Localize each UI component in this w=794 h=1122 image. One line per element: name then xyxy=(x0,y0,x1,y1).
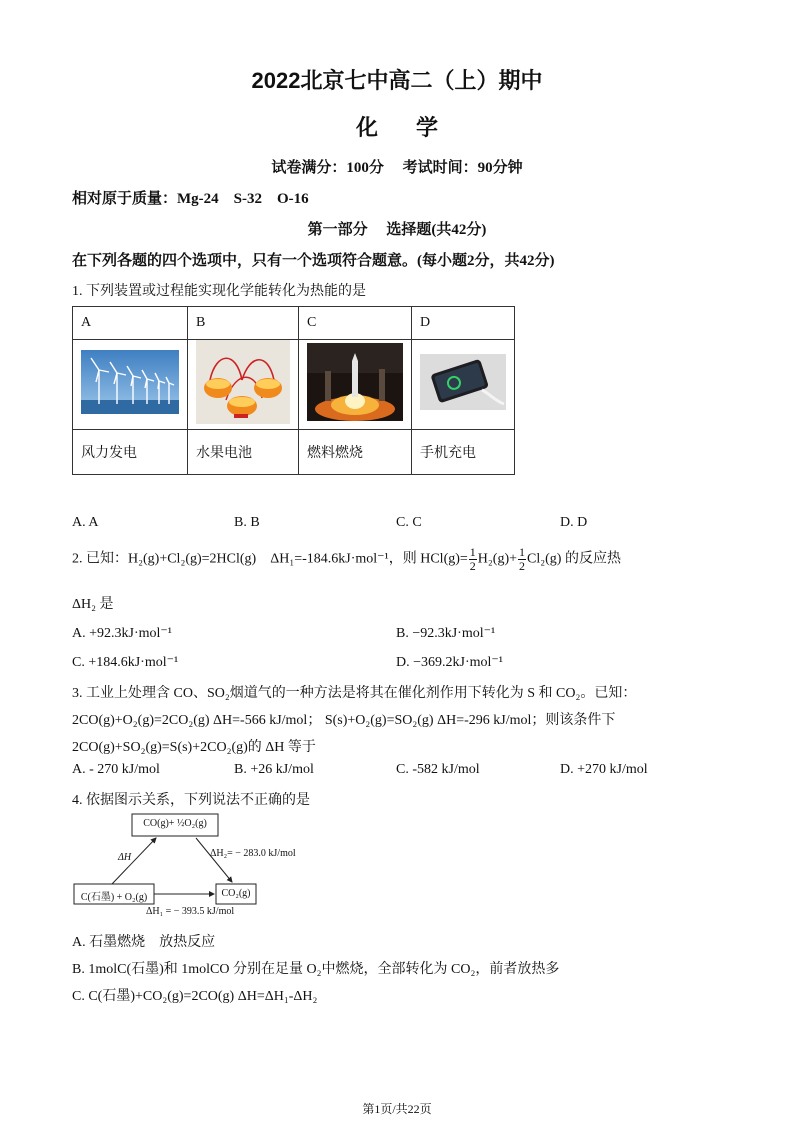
atomic-masses: 相对原于质量：Mg-24 S-32 O-16 xyxy=(72,191,309,207)
page-footer: 第1页/共22页 xyxy=(362,1102,432,1116)
q3-line3: 2CO(g)+SO₂(g)=S(s)+2CO₂(g)的 ΔH 等于 xyxy=(72,740,316,755)
q3-line2: 2CO(g)+O₂(g)=2CO₂(g) ΔH=-566 kJ/mol； S(s)+O₂(g)=SO₂(g) ΔH=-296 kJ/mol；则该条件下 xyxy=(72,713,616,728)
phone-charging-image xyxy=(420,354,506,410)
q2-mid: ，则 HCl(g)= xyxy=(388,551,468,567)
q1-stem: 1. 下列装置或过程能实现化学能转化为热能的是 xyxy=(72,284,366,299)
q1-option-b: B. B xyxy=(234,515,260,530)
q2-line2: ΔH₂ 是 xyxy=(72,597,114,612)
instructions: 在下列各题的四个选项中，只有一个选项符合题意。(每小题2分，共42分) xyxy=(72,253,555,269)
q2-option-b: B. −92.3kJ·mol⁻¹ xyxy=(396,626,496,641)
q3-line1: 3. 工业上处理含 CO、SO₂烟道气的一种方法是将其在催化剂作用下转化为 S 和 CO₂。已知： xyxy=(72,686,637,701)
rocket-launch-image xyxy=(307,343,403,421)
subject-title: 化学 xyxy=(355,115,476,140)
q4-energy-diagram xyxy=(72,812,322,922)
diagram-right-box: CO₂(g) xyxy=(221,888,251,899)
diagram-bottom-label: ΔH₁ = − 393.5 kJ/mol xyxy=(146,906,235,917)
q1-caption-b: 水果电池 xyxy=(188,430,299,475)
q4-option-a: A. 石墨燃烧 放热反应 xyxy=(72,935,216,950)
q1-caption-c: 燃料燃烧 xyxy=(299,430,412,475)
q2-option-d: D. −369.2kJ·mol⁻¹ xyxy=(396,655,503,670)
q1-caption-d: 手机充电 xyxy=(412,430,515,475)
exam-info: 试卷满分：100分 考试时间：90分钟 xyxy=(271,160,523,176)
fruit-battery-image xyxy=(196,340,290,424)
q4-stem: 4. 依据图示关系，下列说法不正确的是 xyxy=(72,793,310,808)
q1-col-a: A xyxy=(73,307,188,340)
q1-option-c: C. C xyxy=(396,515,422,530)
q2-option-a: A. +92.3kJ·mol⁻¹ xyxy=(72,626,172,641)
q1-image-cell-c xyxy=(299,340,412,430)
q2-fraction-1: $\frac{1}{2}$ xyxy=(469,545,476,573)
wind-turbines-image xyxy=(81,350,179,414)
q1-image-cell-b xyxy=(188,340,299,430)
diagram-top-box: CO(g)+ ½O₂(g) xyxy=(143,818,207,829)
q1-caption-a: 风力发电 xyxy=(73,430,188,475)
diagram-left-box: C(石墨) + O₂(g) xyxy=(80,892,148,903)
q1-option-a: A. A xyxy=(72,515,99,530)
q1-image-cell-a xyxy=(73,340,188,430)
q4-option-c: C. C(石墨)+CO₂(g)=2CO(g) ΔH=ΔH₁-ΔH₂ xyxy=(72,989,318,1004)
part-title: 第一部分 选择题(共42分) xyxy=(307,222,487,238)
q1-col-d: D xyxy=(412,307,515,340)
q1-option-d: D. D xyxy=(560,515,588,530)
q2-term1: H₂(g)+ xyxy=(477,551,518,567)
q2-term2: Cl₂(g) xyxy=(527,551,562,567)
diagram-left-label: ΔH xyxy=(118,852,132,863)
diagram-right-label: ΔH₂= − 283.0 kJ/mol xyxy=(210,848,296,859)
q1-image-cell-d xyxy=(412,340,515,430)
q3-option-a: A. - 270 kJ/mol xyxy=(72,762,160,777)
q3-option-b: B. +26 kJ/mol xyxy=(234,762,314,777)
q2-equation: H₂(g)+Cl₂(g)=2HCl(g) ΔH₁=-184.6kJ·mol⁻¹ xyxy=(128,551,389,567)
q2-option-c: C. +184.6kJ·mol⁻¹ xyxy=(72,655,179,670)
q1-col-c: C xyxy=(299,307,412,340)
q1-option-table xyxy=(72,306,515,475)
q2-stem xyxy=(72,546,621,573)
q3-option-c: C. -582 kJ/mol xyxy=(396,762,480,777)
q3-option-d: D. +270 kJ/mol xyxy=(560,762,648,777)
q2-suffix: 的反应热 xyxy=(561,551,621,567)
page-title: 2022北京七中高二（上）期中 xyxy=(251,68,543,93)
q2-fraction-2: $\frac{1}{2}$ xyxy=(519,545,526,573)
q2-prefix: 2. 已知： xyxy=(72,551,128,567)
q1-col-b: B xyxy=(188,307,299,340)
q4-option-b: B. 1molC(石墨)和 1molCO 分别在足量 O₂中燃烧，全部转化为 CO₂，前者放热多 xyxy=(72,962,560,977)
